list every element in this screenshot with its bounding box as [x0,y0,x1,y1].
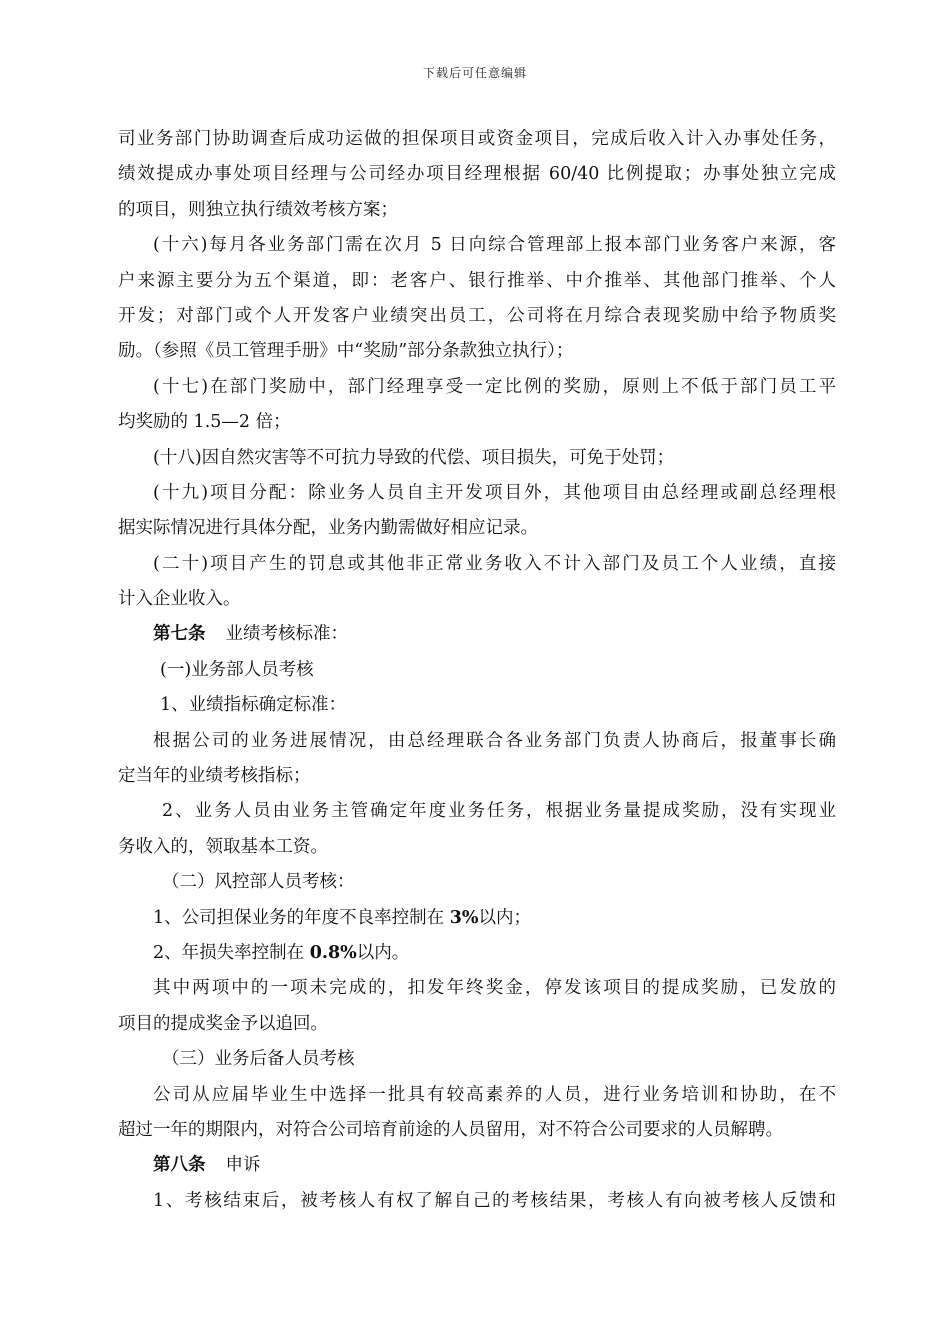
article-7-heading [118,617,836,652]
paragraph-line: 开发；对部门或个人开发客户业绩突出员工，公司将在月综合表现奖励中给予物质奖 [118,305,836,326]
paragraph-line: 公司从应届毕业生中选择一批具有较高素养的人员，进行业务培训和协助，在不 [153,1084,836,1105]
paragraph-line: 绩效提成办事处项目经理与公司经办项目经理根据 60/40 比例提取；办事处独立完成 [118,164,836,185]
article-8-label: 第八条 [153,1155,206,1176]
paragraph-line: 1、考核结束后，被考核人有权了解自己的考核结果，考核人有向被考核人反馈和 [153,1190,836,1211]
paragraph-line: 均奖励的 1.5—2 倍； [118,412,291,433]
paragraph-line: 励。（参照《员工管理手册》中“奖励”部分条款独立执行）； [118,341,574,362]
document-body [118,122,836,1219]
loss-rate-value: 0.8% [309,942,357,963]
paragraph-line: 定当年的业绩考核指标； [118,766,311,787]
article-8-heading [118,1148,836,1183]
list-item: 1、业绩指标确定标准： [160,695,347,716]
section-heading: （二）风控部人员考核： [162,872,355,893]
paragraph-line: (十六)每月各业务部门需在次月 5 日向综合管理部上报本部门业务客户来源，客 [153,235,836,256]
risk-item-2: 2、年损失率控制在 0.8%以内。 [153,942,410,963]
paragraph-line: (二十)项目产生的罚息或其他非正常业务收入不计入部门及员工个人业绩，直接 [153,553,836,574]
paragraph-line: 计入企业收入。 [118,589,241,610]
section-heading: （三）业务后备人员考核 [162,1049,355,1070]
paragraph-line: (十八)因自然灾害等不可抗力导致的代偿、项目损失，可免于处罚； [153,447,675,468]
paragraph-line: (十九)项目分配：除业务人员自主开发项目外，其他项目由总经理或副总经理根 [153,482,836,503]
paragraph-line: 项目的提成奖金予以追回。 [118,1013,328,1034]
article-7-label: 第七条 [153,624,206,645]
article-7-title: 业绩考核标准： [225,624,348,645]
paragraph-line: 户来源主要分为五个渠道，即：老客户、银行推举、中介推举、其他部门推举、个人 [118,270,836,291]
paragraph-line: 其中两项中的一项未完成的，扣发年终奖金，停发该项目的提成奖励，已发放的 [153,978,836,999]
bad-rate-value: 3% [449,907,479,928]
paragraph-line: (十七)在部门奖励中，部门经理享受一定比例的奖励，原则上不低于部门员工平 [153,376,836,397]
paragraph-line: 2、业务人员由业务主管确定年度业务任务，根据业务量提成奖励，没有实现业 [162,801,836,822]
paragraph-line: 根据公司的业务进展情况，由总经理联合各业务部门负责人协商后，报董事长确 [153,730,836,751]
page-header: 下载后可任意编辑 [422,66,527,80]
paragraph-line: 的项目，则独立执行绩效考核方案； [118,199,398,220]
paragraph-line: 超过一年的期限内，对符合公司培育前途的人员留用，对不符合公司要求的人员解聘。 [118,1119,783,1140]
risk-item-1: 1、公司担保业务的年度不良率控制在 3%以内； [153,907,532,928]
paragraph-line: 司业务部门协助调查后成功运做的担保项目或资金项目，完成后收入计入办事处任务， [118,129,836,149]
article-8-title: 申诉 [225,1155,261,1176]
paragraph-line: 据实际情况进行具体分配，业务内勤需做好相应记录。 [118,518,538,539]
paragraph-line: 务收入的，领取基本工资。 [118,836,328,857]
section-heading: (一)业务部人员考核 [160,659,314,680]
